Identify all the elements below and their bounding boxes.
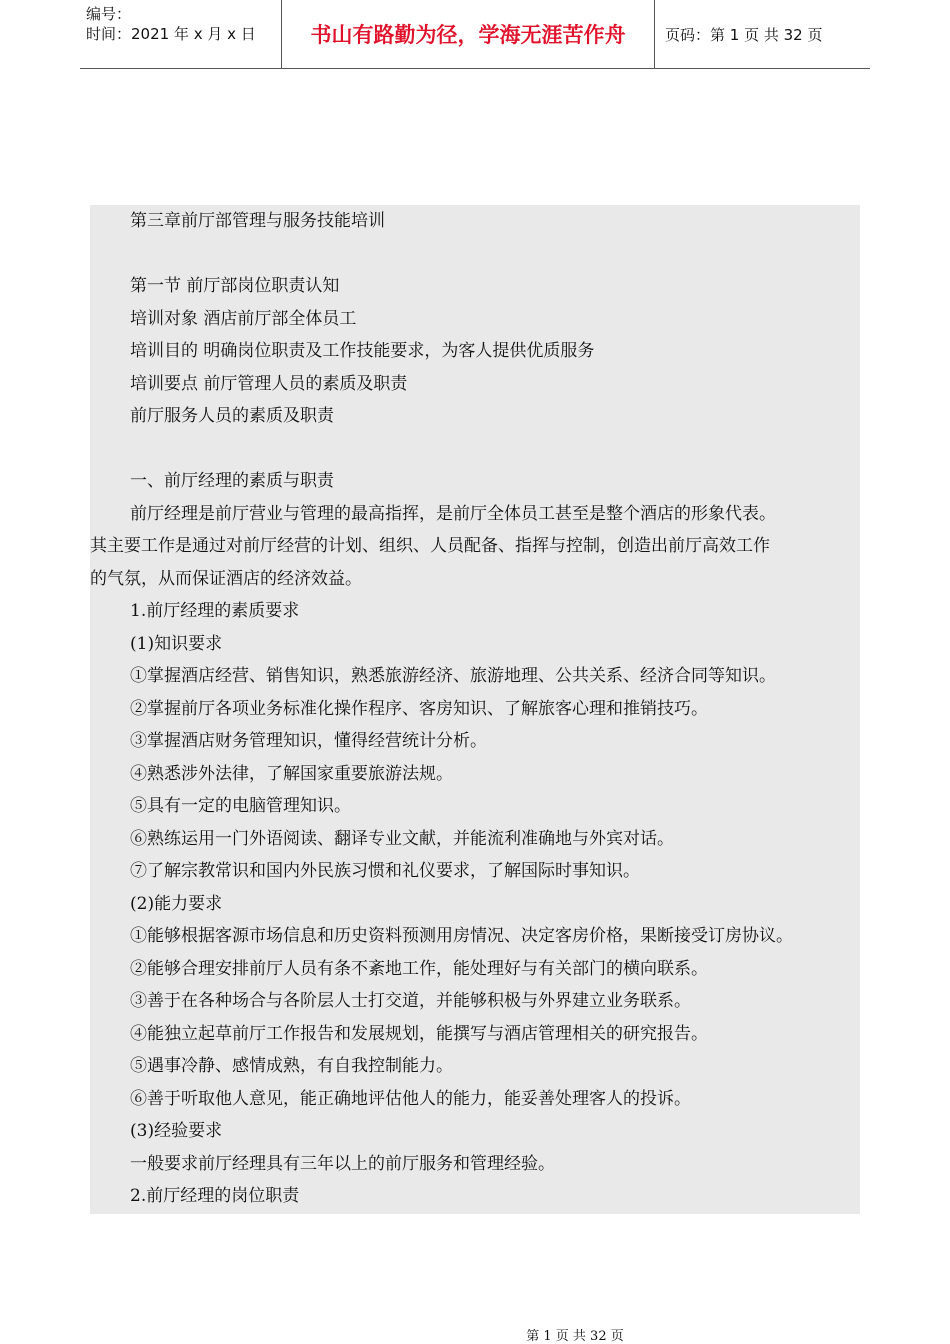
number-label: 编号： [86,5,132,23]
text-line: 第三章前厅部管理与服务技能培训 [130,211,385,231]
header-page-info: 页码：第 1 页 共 32 页 [665,25,823,44]
text-line: (2)能力要求 [130,893,223,914]
text-line: 的气氛，从而保证酒店的经济效益。 [90,568,362,589]
text-line: ⑥熟练运用一门外语阅读、翻译专业文献，并能流利准确地与外宾对话。 [130,828,674,849]
document-body [90,205,860,1214]
text-line: ②掌握前厅各项业务标准化操作程序、客房知识、了解旅客心理和推销技巧。 [130,698,708,719]
text-line: 2.前厅经理的岗位职责 [130,1186,300,1206]
time-label: 时间：2021 年 x 月 x 日 [86,25,256,43]
text-line: ⑤具有一定的电脑管理知识。 [130,796,351,816]
text-line: 一般要求前厅经理具有三年以上的前厅服务和管理经验。 [130,1153,555,1174]
text-line: 1.前厅经理的素质要求 [130,601,300,621]
page-footer: 第 1 页 共 32 页 [526,1329,624,1344]
text-line: (3)经验要求 [130,1121,223,1141]
text-line: 其主要工作是通过对前厅经营的计划、组织、人员配备、指挥与控制，创造出前厅高效工作 [90,536,770,556]
page-header [80,0,870,69]
text-line: ①掌握酒店经营、销售知识，熟悉旅游经济、旅游地理、公共关系、经济合同等知识。 [130,666,776,686]
text-line: ②能够合理安排前厅人员有条不紊地工作，能处理好与有关部门的横向联系。 [130,958,708,979]
text-line: ⑦了解宗教常识和国内外民族习惯和礼仪要求，了解国际时事知识。 [130,861,640,881]
text-line: ③善于在各种场合与各阶层人士打交道，并能够积极与外界建立业务联系。 [130,991,691,1011]
header-motto: 书山有路勤为径，学海无涯苦作舟 [282,0,655,68]
text-line: 培训对象 酒店前厅部全体员工 [130,308,357,329]
text-line [90,238,860,271]
text-line: ①能够根据客源市场信息和历史资料预测用房情况、决定客房价格，果断接受订房协议。 [130,926,793,946]
text-line: ⑥善于听取他人意见，能正确地评估他人的能力，能妥善处理客人的投诉。 [130,1088,691,1109]
text-line: ④熟悉涉外法律，了解国家重要旅游法规。 [130,763,453,784]
text-line: ④能独立起草前厅工作报告和发展规划，能撰写与酒店管理相关的研究报告。 [130,1023,708,1044]
header-meta [80,0,282,68]
text-line: 培训目的 明确岗位职责及工作技能要求，为客人提供优质服务 [130,341,595,361]
text-line: 一、前厅经理的素质与职责 [130,471,334,491]
text-line: ⑤遇事冷静、感情成熟，有自我控制能力。 [130,1056,453,1076]
text-line: 培训要点 前厅管理人员的素质及职责 [130,373,408,394]
text-line: ③掌握酒店财务管理知识，懂得经营统计分析。 [130,731,487,751]
text-line: (1)知识要求 [130,633,223,654]
text-line: 前厅经理是前厅营业与管理的最高指挥，是前厅全体员工甚至是整个酒店的形象代表。 [130,503,776,524]
text-line [90,433,860,466]
text-line: 第一节 前厅部岗位职责认知 [130,276,340,296]
text-line: 前厅服务人员的素质及职责 [130,406,334,426]
